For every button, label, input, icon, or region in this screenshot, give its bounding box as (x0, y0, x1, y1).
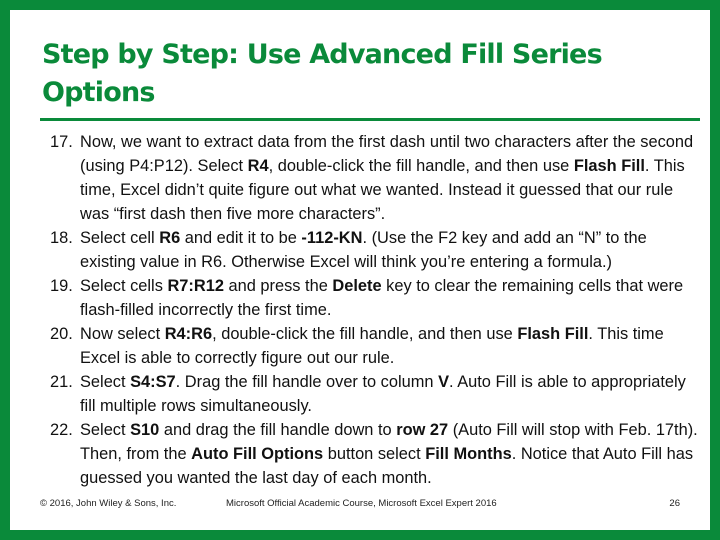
step-text-run: . This time Excel is able to correctly figure out our rule. (80, 325, 664, 367)
page-number: 26 (669, 498, 680, 509)
step-item (50, 226, 700, 274)
step-text-run: Now select (80, 325, 165, 343)
step-text-run: (Auto Fill will stop with Feb. 17th). Then, from the (80, 421, 698, 463)
step-text-run: , double-click the fill handle, and then use (212, 325, 518, 343)
step-emphasis: R4 (247, 157, 269, 175)
footer-course: Microsoft Official Academic Course, Microsoft Excel Expert 2016 (226, 498, 497, 509)
step-item (50, 274, 700, 322)
step-text-run: Select cells (80, 277, 168, 295)
step-text-run: key to clear the remaining cells that were flash-filled incorrectly the first time. (80, 277, 684, 319)
step-emphasis: S4:S7 (130, 373, 176, 391)
step-emphasis: row 27 (396, 421, 449, 439)
step-number: 17. (50, 133, 73, 151)
step-emphasis: Delete (332, 277, 382, 295)
footer-copyright: © 2016, John Wiley & Sons, Inc. (40, 498, 177, 509)
step-text-run: Now, we want to extract data from the first dash until two characters after the second (using P4:P12). Select (80, 133, 694, 175)
step-text-run: . Drag the fill handle over to column (175, 373, 439, 391)
step-text-run: button select (323, 445, 426, 463)
step-number: 21. (50, 373, 73, 391)
step-text-run: and drag the fill handle down to (159, 421, 397, 439)
step-emphasis: R6 (159, 229, 181, 247)
step-number: 19. (50, 277, 73, 295)
steps-list (50, 130, 700, 490)
step-text-run: and edit it to be (180, 229, 302, 247)
step-text (80, 130, 700, 226)
step-text-run: . This time, Excel didn’t quite figure out what we wanted. Instead it guessed that our rule was “first dash then five more characters”. (80, 157, 685, 223)
step-text-run: Select (80, 421, 131, 439)
step-emphasis: R7:R12 (167, 277, 224, 295)
step-emphasis: Flash Fill (517, 325, 589, 343)
step-item (50, 322, 700, 370)
step-text (80, 418, 700, 490)
step-text-run: and press the (223, 277, 333, 295)
slide-title: Step by Step: Use Advanced Fill Series Options (42, 39, 602, 108)
step-emphasis: Auto Fill Options (191, 445, 324, 463)
step-item (50, 130, 700, 226)
step-text (80, 322, 700, 370)
step-number: 22. (50, 421, 73, 439)
step-text (80, 226, 700, 274)
step-text (80, 274, 700, 322)
step-emphasis: S10 (130, 421, 160, 439)
step-text-run: , double-click the fill handle, and then use (268, 157, 574, 175)
step-number: 20. (50, 325, 73, 343)
step-emphasis: V (438, 373, 449, 391)
step-text (80, 370, 700, 418)
step-text-run: Select (80, 373, 131, 391)
step-text-run: Select cell (80, 229, 160, 247)
step-emphasis: Flash Fill (573, 157, 645, 175)
step-text-run: . (Use the F2 key and add an “N” to the existing value in R6. Otherwise Excel will think you’re entering a formula.) (80, 229, 647, 271)
step-emphasis: -112-KN (301, 229, 363, 247)
step-item (50, 418, 700, 490)
step-emphasis: Fill Months (425, 445, 512, 463)
title-divider (40, 118, 700, 121)
step-text-run: . Notice that Auto Fill has guessed you wanted the last day of each month. (80, 445, 694, 487)
step-text-run: . Auto Fill is able to appropriately fill multiple rows simultaneously. (80, 373, 686, 415)
step-number: 18. (50, 229, 73, 247)
step-item (50, 370, 700, 418)
step-emphasis: R4:R6 (164, 325, 213, 343)
